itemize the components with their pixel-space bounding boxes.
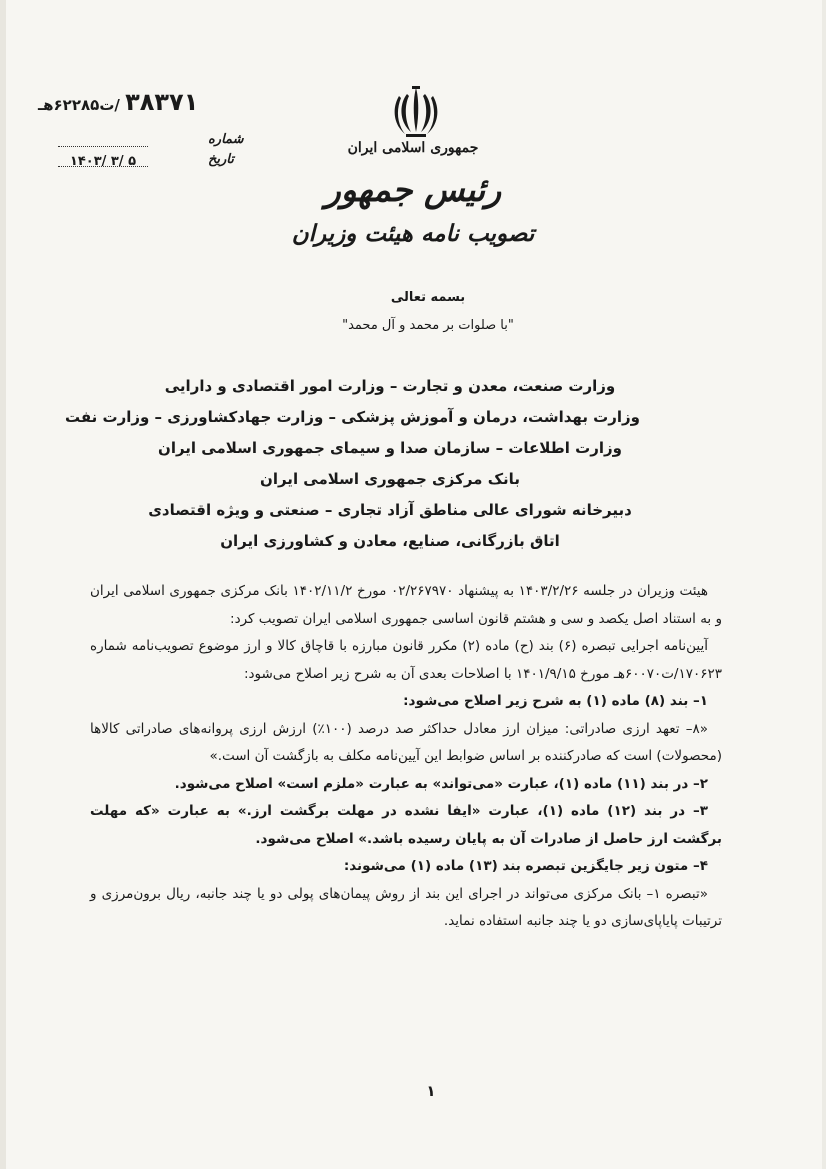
recipient-line: دبیرخانه شورای عالی مناطق آزاد تجاری – صنعتی و ویژه اقتصادی xyxy=(148,501,632,519)
recipient-line: وزارت اطلاعات – سازمان صدا و سیمای جمهوری اسلامی ایران xyxy=(158,439,622,457)
body-paragraph: ۲– در بند (۱۱) ماده (۱)، عبارت «می‌تواند» به عبارت «ملزم است» اصلاح می‌شود. xyxy=(174,775,708,792)
bismillah: بسمه تعالی xyxy=(390,290,466,305)
recipient-line: وزارت بهداشت، درمان و آموزش پزشکی – وزارت جهادکشاورزی – وزارت نفت xyxy=(64,408,640,426)
decree-body xyxy=(90,578,722,936)
letter-number-main: ۳۸۳۷۱ xyxy=(125,88,199,116)
recipient-line: اتاق بازرگانی، صنایع، معادن و کشاورزی ایران xyxy=(220,532,560,550)
body-paragraph: ۱– بند (۸) ماده (۱) به شرح زیر اصلاح می‌شود: xyxy=(403,693,708,709)
salavat: "با صلوات بر محمد و آل محمد" xyxy=(342,318,514,333)
body-paragraph: ۳– در بند (۱۲) ماده (۱)، عبارت «ایفا نشده در مهلت برگشت ارز.» به عبارت «که مهلت برگشت ارز حاصل از صادرات آن به پایان رسیده باشد.» اصلاح می‌شود. xyxy=(90,803,722,847)
letter-number-ref: /ت۶۲۲۸۵هـ xyxy=(38,96,120,114)
recipient-line: بانک مرکزی جمهوری اسلامی ایران xyxy=(260,470,520,488)
shomare-label: شماره xyxy=(208,132,244,147)
body-paragraph: «۸– تعهد ارزی صادراتی: میزان ارز معادل حداکثر صد درصد (۱۰۰٪) ارزش ارزی پروانه‌های صادراتی کالاها (محصولات) است که صادرکننده بر اساس ضوابط این آیین‌نامه مکلف به بازگشت آن است.» xyxy=(90,720,722,764)
body-paragraph: «تبصره ۱– بانک مرکزی می‌تواند در اجرای این بند از روش پیمان‌های پولی دو یا چند جانبه، ریال برون‌مرزی و ترتیبات پایاپای‌سازی دو یا چند جانبه استفاده نماید. xyxy=(90,885,722,929)
country-title: جمهوری اسلامی ایران xyxy=(347,140,479,156)
body-paragraph: آیین‌نامه اجرایی تبصره (۶) بند (ح) ماده (۲) مکرر قانون مبارزه با قاچاق کالا و ارز موضوع تصویب‌نامه شماره ۱۷۰۶۲۳/ت۶۰۰۷۰هـ مورخ ۱۴۰۱/۹/۱۵ با اصلاحات بعدی آن به شرح زیر اصلاح می‌شود: xyxy=(90,638,722,682)
date-value: ۱۴۰۳/ ۳/ ۵ xyxy=(58,154,148,167)
letter-number xyxy=(32,88,198,116)
recipient-line: وزارت صنعت، معدن و تجارت – وزارت امور اقتصادی و دارایی xyxy=(164,377,616,395)
tarikh-label: تاریخ xyxy=(208,152,234,167)
body-paragraph: هیئت وزیران در جلسه ۱۴۰۳/۲/۲۶ به پیشنهاد ۰۲/۲۶۷۹۷۰ مورخ ۱۴۰۲/۱۱/۲ بانک مرکزی جمهوری اسلامی ایران و به استناد اصل یکصد و سی و هشتم قانون اساسی جمهوری اسلامی ایران تصویب کرد: xyxy=(90,583,722,627)
document-type-title: تصویب نامه هیئت وزیران xyxy=(291,220,535,247)
iran-emblem-icon xyxy=(391,84,441,140)
body-paragraph: ۴– متون زیر جایگزین تبصره بند (۱۳) ماده (۱) می‌شوند: xyxy=(343,858,708,874)
recipients-list xyxy=(64,371,640,557)
office-title: رئیس جمهور xyxy=(324,170,502,209)
page-number: ۱ xyxy=(426,1082,436,1100)
